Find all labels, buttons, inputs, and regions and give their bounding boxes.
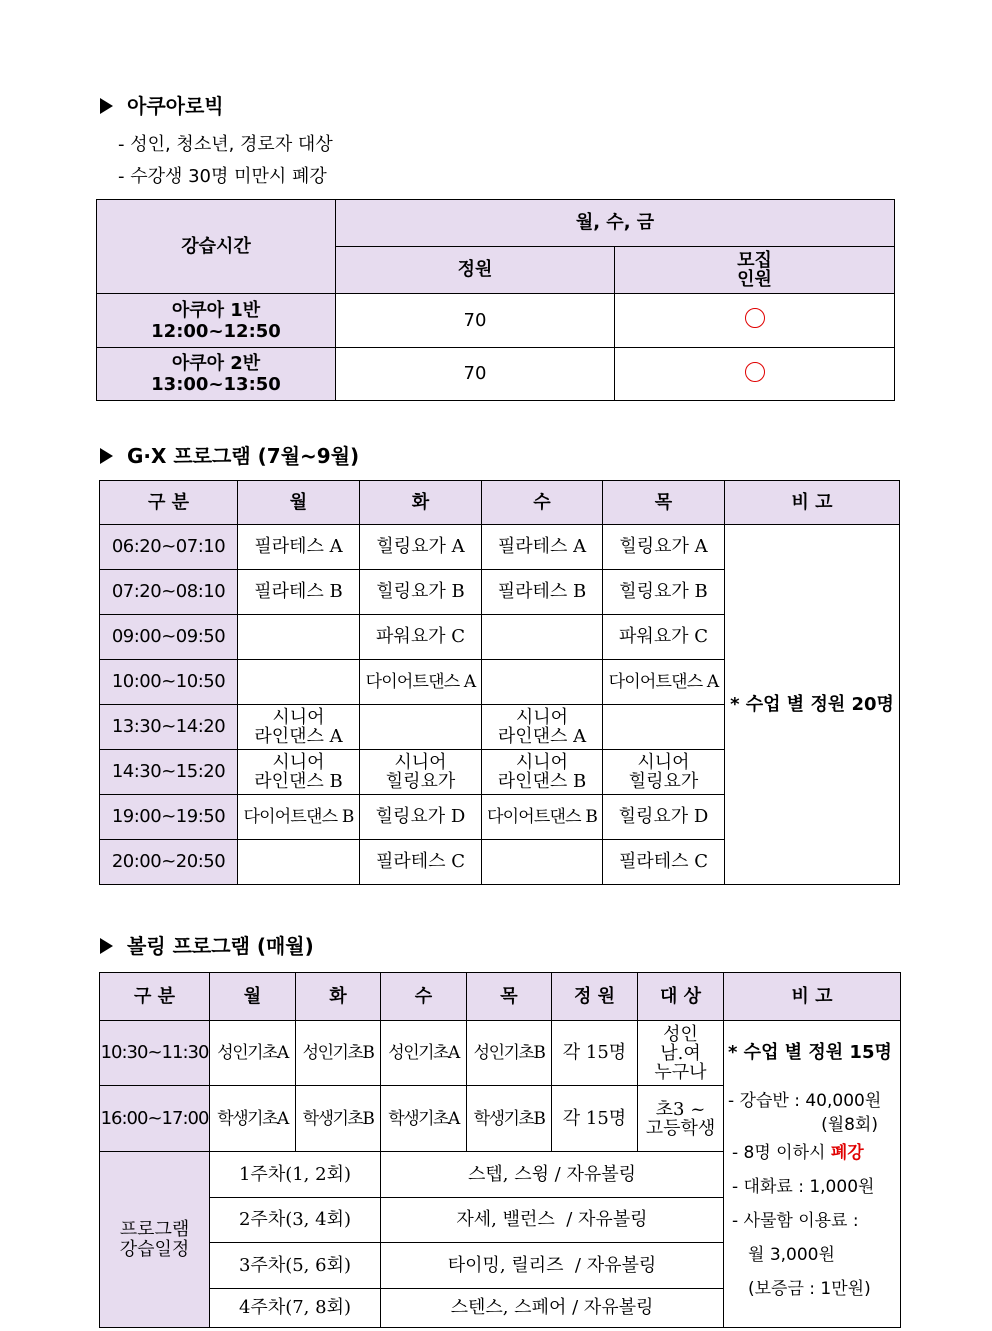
bowling-table — [99, 972, 901, 1328]
bowling-week-cell: 1주차(1, 2회) — [210, 1152, 381, 1198]
bowling-title-text: 볼링 프로그램 (매월) — [127, 934, 314, 958]
gx-time-cell: 07:20~08:10 — [100, 570, 238, 615]
gx-class-cell: 필라테스 A — [482, 525, 603, 570]
gx-head-category: 구 분 — [100, 481, 238, 525]
gx-class-cell: 다이어트댄스 A — [603, 660, 725, 705]
gx-class-cell: 필라테스 A — [238, 525, 360, 570]
aqua-class-name: 아쿠아 2반 — [171, 353, 261, 374]
gx-class-cell: 시니어 라인댄스 B — [238, 750, 360, 795]
bowling-head-target: 대 상 — [638, 973, 724, 1021]
aqua-head-capacity: 정원 — [336, 247, 615, 294]
bowling-class-cell: 성인기초A — [210, 1021, 296, 1086]
aqua-recruit-cell — [615, 294, 895, 348]
bowling-head-category: 구 분 — [100, 973, 210, 1021]
bowling-head-wed: 수 — [381, 973, 467, 1021]
gx-class-cell: 시니어 라인댄스 A — [482, 705, 603, 750]
bowling-week-cell: 3주차(5, 6회) — [210, 1243, 381, 1289]
gx-head-note: 비 고 — [725, 481, 900, 525]
bowling-note-close-word: 폐강 — [830, 1143, 864, 1163]
gx-class-cell — [238, 615, 360, 660]
gx-time-cell: 20:00~20:50 — [100, 840, 238, 885]
gx-class-cell: 힐링요가 D — [360, 795, 482, 840]
gx-class-cell: 다이어트댄스 A — [360, 660, 482, 705]
bowling-content-cell: 스텝, 스윙 / 자유볼링 — [381, 1152, 724, 1198]
bowling-class-cell: 학생기초B — [296, 1086, 381, 1152]
bowling-time-cell: 10:30~11:30 — [100, 1021, 210, 1086]
gx-title-text: G·X 프로그램 (7월~9월) — [127, 444, 360, 468]
gx-time-cell: 06:20~07:10 — [100, 525, 238, 570]
aqua-head-time: 강습시간 — [97, 200, 336, 294]
triangle-bullet-icon — [100, 448, 113, 464]
bowling-note-close — [728, 1143, 900, 1163]
gx-class-cell — [482, 660, 603, 705]
aqua-table — [96, 199, 895, 401]
gx-class-cell: 시니어 힐링요가 — [360, 750, 482, 795]
bowling-note-deposit: (보증금 : 1만원) — [748, 1279, 871, 1299]
bowling-note-locker: - 사물함 이용료 : — [732, 1211, 859, 1231]
gx-class-cell: 파워요가 C — [360, 615, 482, 660]
bowling-content-cell: 자세, 밸런스 / 자유볼링 — [381, 1198, 724, 1243]
gx-time-cell: 09:00~09:50 — [100, 615, 238, 660]
aqua-capacity-cell: 70 — [336, 348, 615, 401]
aqua-section-title — [100, 90, 224, 119]
gx-head-thu: 목 — [603, 481, 725, 525]
bowling-class-cell: 성인기초B — [296, 1021, 381, 1086]
gx-class-cell: 시니어 라인댄스 B — [482, 750, 603, 795]
triangle-bullet-icon — [100, 938, 113, 954]
bowling-head-capacity: 정 원 — [552, 973, 638, 1021]
bowling-note-shoes: - 대화료 : 1,000원 — [732, 1177, 875, 1197]
gx-class-cell: 힐링요가 D — [603, 795, 725, 840]
bowling-target-cell: 성인 남.여 누구나 — [638, 1021, 724, 1086]
bowling-note-close-text: - 8명 이하시 — [732, 1143, 826, 1163]
bowling-class-cell: 학생기초B — [467, 1086, 552, 1152]
bowling-section-title — [100, 930, 314, 959]
gx-class-cell — [482, 840, 603, 885]
aqua-class-time: 13:00~13:50 — [151, 374, 281, 395]
gx-class-cell — [238, 840, 360, 885]
bowling-class-cell: 성인기초B — [467, 1021, 552, 1086]
aqua-capacity-cell: 70 — [336, 294, 615, 348]
triangle-bullet-icon — [100, 98, 113, 114]
gx-head-tue: 화 — [360, 481, 482, 525]
gx-section-title — [100, 440, 359, 469]
gx-class-cell: 필라테스 C — [603, 840, 725, 885]
bowling-content-cell: 스텐스, 스페어 / 자유볼링 — [381, 1289, 724, 1328]
gx-class-cell: 필라테스 C — [360, 840, 482, 885]
red-circle-icon — [745, 308, 765, 328]
bowling-head-note: 비 고 — [724, 973, 901, 1021]
gx-class-cell: 필라테스 B — [482, 570, 603, 615]
bowling-note-title: * 수업 별 정원 15명 — [728, 1042, 892, 1063]
gx-head-mon: 월 — [238, 481, 360, 525]
bowling-target-cell: 초3 ~ 고등학생 — [638, 1086, 724, 1152]
aqua-head-days: 월, 수, 금 — [336, 200, 895, 247]
gx-time-cell: 14:30~15:20 — [100, 750, 238, 795]
gx-class-cell: 시니어 라인댄스 A — [238, 705, 360, 750]
bowling-class-cell: 성인기초A — [381, 1021, 467, 1086]
gx-class-cell — [360, 705, 482, 750]
gx-class-cell: 시니어 힐링요가 — [603, 750, 725, 795]
aqua-row-label — [97, 294, 336, 348]
gx-class-cell: 파워요가 C — [603, 615, 725, 660]
bowling-note-cell — [724, 1021, 901, 1328]
bowling-capacity-cell: 각 15명 — [552, 1086, 638, 1152]
gx-class-cell — [482, 615, 603, 660]
bowling-head-thu: 목 — [467, 973, 552, 1021]
aqua-recruit-cell — [615, 348, 895, 401]
gx-time-cell: 10:00~10:50 — [100, 660, 238, 705]
gx-class-cell — [603, 705, 725, 750]
gx-class-cell: 다이어트댄스 B — [482, 795, 603, 840]
gx-time-cell: 19:00~19:50 — [100, 795, 238, 840]
bowling-note-locker-price: 월 3,000원 — [748, 1245, 835, 1265]
gx-table — [99, 480, 900, 885]
aqua-bullet-1: - 성인, 청소년, 경로자 대상 — [118, 134, 333, 155]
aqua-class-name: 아쿠아 1반 — [171, 299, 261, 321]
bowling-content-cell: 타이밍, 릴리즈 / 자유볼링 — [381, 1243, 724, 1289]
bowling-week-cell: 4주차(7, 8회) — [210, 1289, 381, 1328]
aqua-title-text: 아쿠아로빅 — [127, 94, 224, 118]
bowling-class-cell: 학생기초A — [210, 1086, 296, 1152]
gx-class-cell: 힐링요가 A — [360, 525, 482, 570]
gx-class-cell: 필라테스 B — [238, 570, 360, 615]
gx-class-cell: 힐링요가 A — [603, 525, 725, 570]
bowling-note-fee-sub: (월8회) — [821, 1115, 878, 1135]
bowling-time-cell: 16:00~17:00 — [100, 1086, 210, 1152]
bowling-capacity-cell: 각 15명 — [552, 1021, 638, 1086]
gx-head-wed: 수 — [482, 481, 603, 525]
aqua-row-label — [97, 348, 336, 401]
gx-time-cell: 13:30~14:20 — [100, 705, 238, 750]
gx-class-cell — [238, 660, 360, 705]
bowling-class-cell: 학생기초A — [381, 1086, 467, 1152]
gx-class-cell: 힐링요가 B — [360, 570, 482, 615]
bowling-schedule-label: 프로그램 강습일정 — [100, 1152, 210, 1328]
aqua-bullet-2: - 수강생 30명 미만시 폐강 — [118, 166, 327, 187]
bowling-week-cell: 2주차(3, 4회) — [210, 1198, 381, 1243]
red-circle-icon — [745, 362, 765, 382]
gx-note-cell: * 수업 별 정원 20명 — [725, 525, 900, 885]
gx-class-cell: 힐링요가 B — [603, 570, 725, 615]
gx-class-cell: 다이어트댄스 B — [238, 795, 360, 840]
aqua-head-recruit: 모집 인원 — [615, 247, 895, 294]
bowling-note-fee: - 강습반 : 40,000원 — [728, 1091, 882, 1111]
aqua-class-time: 12:00~12:50 — [151, 320, 281, 342]
bowling-head-tue: 화 — [296, 973, 381, 1021]
bowling-head-mon: 월 — [210, 973, 296, 1021]
